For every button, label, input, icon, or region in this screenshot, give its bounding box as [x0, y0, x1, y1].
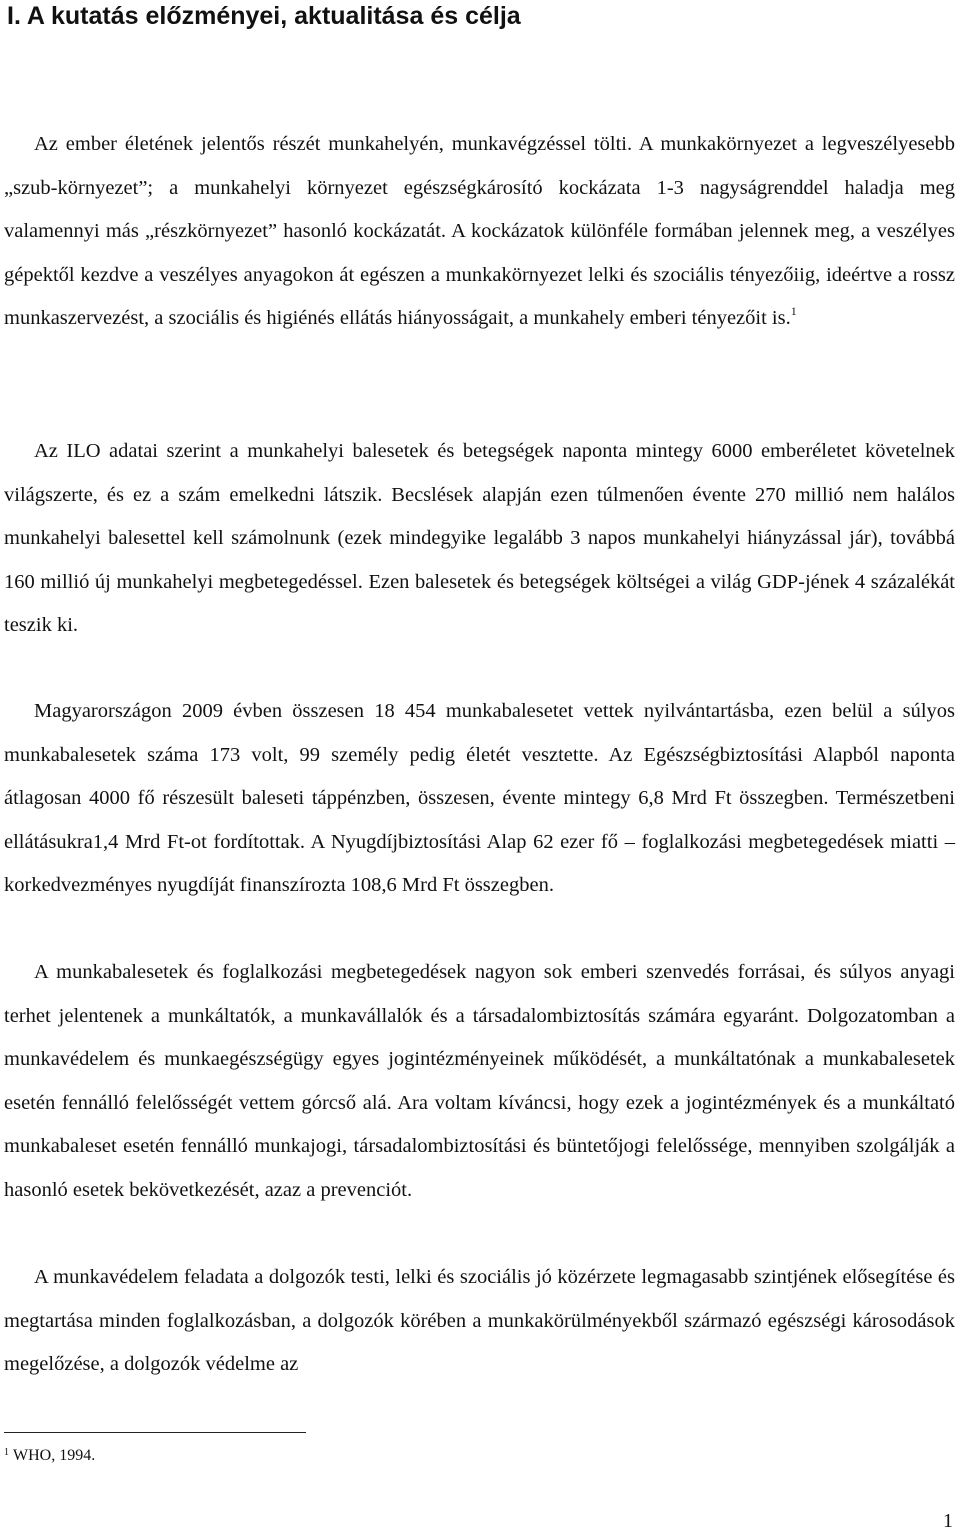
paragraph-hungary	[4, 690, 955, 908]
footnote	[4, 1446, 95, 1466]
paragraph-intro	[4, 123, 955, 341]
footnote-text: WHO, 1994.	[13, 1447, 96, 1464]
footnote-reference[interactable]: 1	[790, 304, 797, 319]
paragraph-hungary-text: Magyarországon 2009 évben összesen 18 454 munkabalesetet vettek nyilvántartásba, ezen belül a súlyos munkabalesetek száma 173 volt, 99 személy pedig életét vesztette. Az Egészségbiztosítási Alapból naponta átlagosan 4000 fő részesült baleseti táppénzben, összesen, évente mintegy 6,8 Mrd Ft összegben. Természetbeni ellátásukra1,4 Mrd Ft-ot fordítottak. A Nyugdíjbiztosítási Alap 62 ezer fő – foglalkozási megbetegedések miatti – korkedvezményes nyugdíját finanszírozta 108,6 Mrd Ft összegben.	[4, 700, 955, 897]
paragraph-intro-text: Az ember életének jelentős részét munkahelyén, munkavégzéssel tölti. A munkakörnyezet a legveszélyesebb „szub-környezet”; a munkahelyi környezet egészségkárosító kockázata 1-3 nagyságrenddel haladja meg valamennyi más „részkörnyezet” hasonló kockázatát. A kockázatok különféle formában jelennek meg, a veszélyes gépektől kezdve a veszélyes anyagokon át egészen a munkakörnyezet lelki és szociális tényezőiig, ideértve a rossz munkaszervezést, a szociális és higiénés ellátás hiányosságait, a munkahely emberi tényezőit is.	[4, 133, 955, 330]
paragraph-tasks	[4, 1256, 955, 1387]
footnote-divider	[4, 1432, 306, 1433]
paragraph-aims	[4, 951, 955, 1213]
paragraph-aims-text: A munkabalesetek és foglalkozási megbetegedések nagyon sok emberi szenvedés forrásai, és súlyos anyagi terhet jelentenek a munkáltatók, a munkavállalók és a társadalombiztosítás számára egyaránt. Dolgozatomban a munkavédelem és munkaegészségügy egyes jogintézményeinek működését, a munkáltatónak a munkabalesetek esetén fennálló felelősségét vettem górcső alá. Ara voltam kíváncsi, hogy ezek a jogintézmények és a munkáltató munkabaleset esetén fennálló munkajogi, társadalombiztosítási és büntetőjogi felelőssége, mennyiben szolgálják a hasonló esetek bekövetkezését, azaz a prevenciót.	[4, 961, 955, 1201]
page-number: 1	[943, 1510, 953, 1532]
footnote-mark: 1	[4, 1447, 9, 1458]
paragraph-ilo-text: Az ILO adatai szerint a munkahelyi balesetek és betegségek naponta mintegy 6000 emberéletet követelnek világszerte, és ez a szám emelkedni látszik. Becslések alapján ezen túlmenően évente 270 millió nem halálos munkahelyi balesettel kell számolnunk (ezek mindegyike legalább 3 napos munkahelyi hiányzással jár), továbbá 160 millió új munkahelyi megbetegedéssel. Ezen balesetek és betegségek költségei a világ GDP-jének 4 százalékát teszik ki.	[4, 440, 955, 637]
paragraph-ilo	[4, 430, 955, 648]
section-heading: I. A kutatás előzményei, aktualitása és célja	[7, 2, 521, 30]
paragraph-tasks-text: A munkavédelem feladata a dolgozók testi, lelki és szociális jó közérzete legmagasabb szintjének elősegítése és megtartása minden foglalkozásban, a dolgozók körében a munkakörülményekből származó egészségi károsodások megelőzése, a dolgozók védelme az	[4, 1266, 955, 1376]
